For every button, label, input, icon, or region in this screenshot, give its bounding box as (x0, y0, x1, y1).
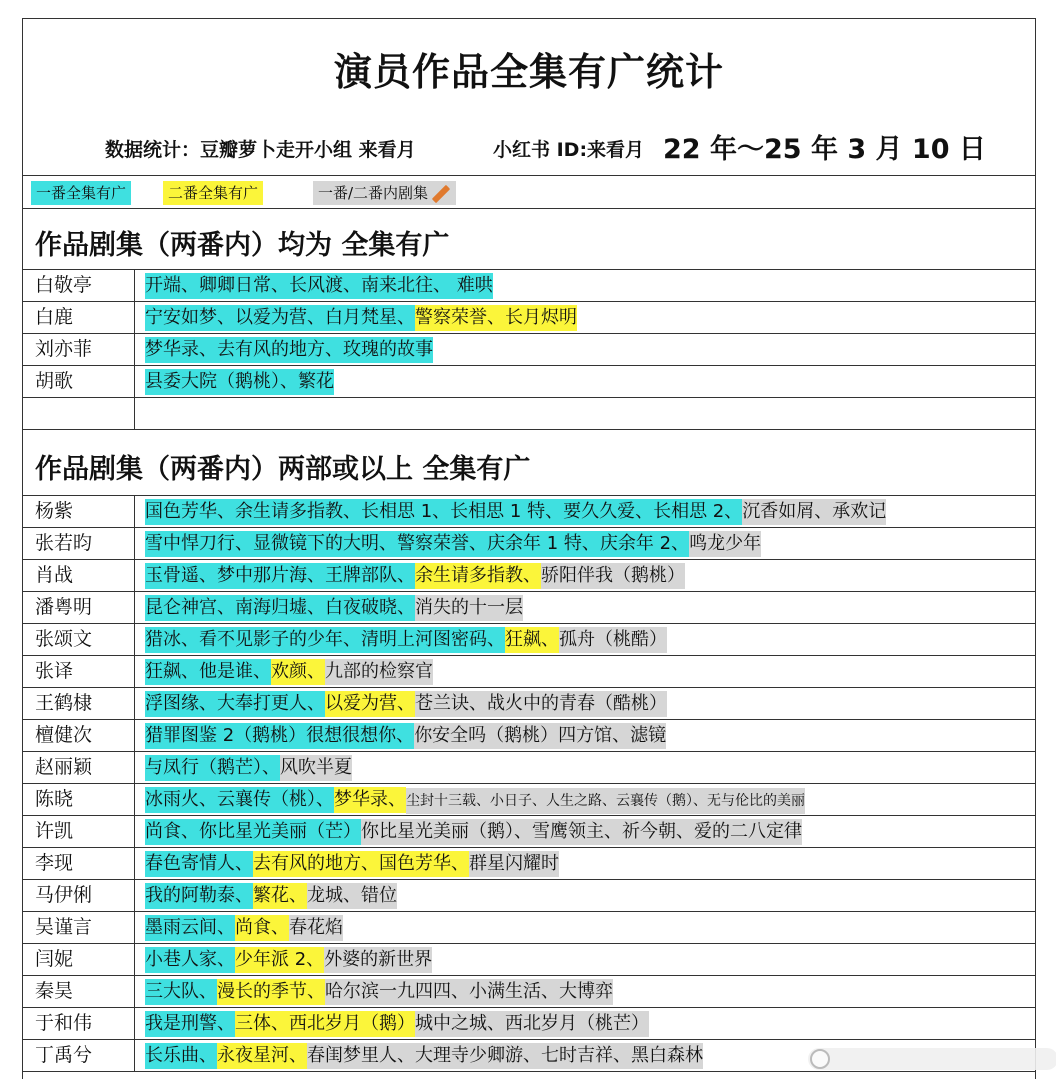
column-divider (134, 624, 135, 655)
column-divider (134, 1008, 135, 1039)
works-cell (145, 273, 493, 299)
work-segment-yellow: 少年派 2、 (235, 947, 324, 973)
table-row (23, 975, 1035, 1007)
work-segment-yellow: 漫长的季节、 (217, 979, 325, 1005)
work-segment-cyan: 长乐曲、 (145, 1043, 217, 1069)
actor-name: 陈晓 (35, 788, 74, 810)
work-segment-gray: 群星闪耀时 (469, 851, 559, 877)
actor-name: 肖战 (35, 564, 74, 586)
works-cell (145, 979, 613, 1005)
actor-name: 潘粤明 (35, 596, 93, 618)
table-row (23, 687, 1035, 719)
date-range: 22 年～25 年 3 月 10 日 (663, 134, 986, 165)
work-segment-cyan: 昆仑神宫、南海归墟、白夜破晓、 (145, 595, 415, 621)
legend-cyan: 一番全集有广 (31, 181, 131, 205)
works-cell (145, 947, 432, 973)
work-segment-cyan: 宁安如梦、以爱为营、白月梵星、 (145, 305, 415, 331)
actor-name: 许凯 (35, 820, 74, 842)
legend-gray (313, 181, 456, 205)
work-segment-cyan: 县委大院（鹅桃）、繁花 (145, 369, 334, 395)
works-cell (145, 1043, 703, 1069)
work-segment-cyan: 我是刑警、 (145, 1011, 235, 1037)
work-segment-yellow: 以爱为营、 (325, 691, 415, 717)
column-divider (134, 302, 135, 333)
work-segment-gray: 哈尔滨一九四四、小满生活、大博弈 (325, 979, 613, 1005)
table-row (23, 719, 1035, 751)
works-cell (145, 915, 343, 941)
work-segment-cyan: 开端、卿卿日常、长风渡、南来北往、 难哄 (145, 273, 493, 299)
table-row (23, 783, 1035, 815)
column-divider (134, 816, 135, 847)
work-segment-cyan: 小巷人家、 (145, 947, 235, 973)
table-row (23, 1007, 1035, 1039)
work-segment-cyan: 春色寄情人、 (145, 851, 253, 877)
work-segment-gray: 沉香如屑、承欢记 (742, 499, 886, 525)
work-segment-gray: 消失的十一层 (415, 595, 523, 621)
work-segment-yellow: 去有风的地方、国色芳华、 (253, 851, 469, 877)
column-divider (134, 1040, 135, 1071)
works-cell (145, 691, 667, 717)
actor-name: 李现 (35, 852, 74, 874)
column-divider (134, 976, 135, 1007)
work-segment-gray: 风吹半夏 (280, 755, 352, 781)
table-row (23, 301, 1035, 333)
table-row (23, 269, 1035, 301)
work-segment-cyan: 我的阿勒泰、 (145, 883, 253, 909)
column-divider (134, 752, 135, 783)
works-cell (145, 531, 761, 557)
table-row (23, 911, 1035, 943)
table-row (23, 591, 1035, 623)
stat-source: 数据统计：豆瓣萝卜走开小组 来看月 (105, 139, 416, 161)
work-segment-gray: 九部的检察官 (325, 659, 433, 685)
document-sheet (22, 18, 1036, 1079)
legend (23, 177, 1035, 209)
column-divider (134, 334, 135, 365)
actor-name: 于和伟 (35, 1012, 93, 1034)
table-row (23, 527, 1035, 559)
work-segment-gray: 外婆的新世界 (324, 947, 432, 973)
work-segment-cyan: 玉骨遥、梦中那片海、王牌部队、 (145, 563, 415, 589)
works-cell (145, 305, 577, 331)
works-cell (145, 883, 397, 909)
work-segment-cyan: 国色芳华、余生请多指教、长相思 1、长相思 1 特、要久久爱、长相思 2、 (145, 499, 742, 525)
table-row (23, 333, 1035, 365)
actor-name: 马伊俐 (35, 884, 93, 906)
table-row (23, 623, 1035, 655)
column-divider (134, 944, 135, 975)
work-segment-cyan: 冰雨火、云襄传（桃）、 (145, 787, 334, 813)
work-segment-cyan: 浮图缘、大奉打更人、 (145, 691, 325, 717)
works-cell (145, 369, 334, 395)
work-segment-yellow: 永夜星河、 (217, 1043, 307, 1069)
actor-name: 刘亦菲 (35, 338, 93, 360)
actor-name: 白敬亭 (35, 274, 93, 296)
work-segment-yellow: 梦华录、 (334, 787, 406, 813)
actor-name: 吴谨言 (35, 916, 93, 938)
actor-name: 张颂文 (35, 628, 93, 650)
actor-name: 白鹿 (35, 306, 74, 328)
work-segment-gray: 你比星光美丽（鹅）、雪鹰领主、祈今朝、爱的二八定律 (361, 819, 802, 845)
actor-name: 张若昀 (35, 532, 93, 554)
table-row (23, 495, 1035, 527)
actor-name: 赵丽颖 (35, 756, 93, 778)
table-row (23, 751, 1035, 783)
watermark-logo-icon (810, 1049, 830, 1069)
work-segment-gray: 尘封十三载、小日子、人生之路、云襄传（鹅）、无与伦比的美丽 (406, 788, 805, 814)
actor-name: 胡歌 (35, 370, 74, 392)
column-divider (134, 496, 135, 527)
divider (23, 1071, 1035, 1072)
column-divider (134, 528, 135, 559)
xhs-id: 小红书 ID:来看月 (493, 139, 645, 161)
works-cell (145, 627, 667, 653)
table-row (23, 559, 1035, 591)
work-segment-yellow: 繁花、 (253, 883, 307, 909)
work-segment-yellow: 警察荣誉、长月烬明 (415, 305, 577, 331)
works-cell (145, 755, 352, 781)
work-segment-cyan: 梦华录、去有风的地方、玫瑰的故事 (145, 337, 433, 363)
column-divider (134, 560, 135, 591)
table-row (23, 815, 1035, 847)
actor-name: 檀健次 (35, 724, 93, 746)
works-cell (145, 595, 523, 621)
works-cell (145, 723, 666, 749)
column-divider (134, 784, 135, 815)
table-row (23, 943, 1035, 975)
divider (23, 208, 1035, 209)
divider (23, 175, 1035, 176)
column-divider (134, 398, 135, 429)
work-segment-gray: 苍兰诀、战火中的青春（酷桃） (415, 691, 667, 717)
page-title: 演员作品全集有广统计 (333, 50, 724, 94)
work-segment-gray: 孤舟（桃酷） (559, 627, 667, 653)
pencil-icon (432, 184, 450, 202)
table-row (23, 397, 1035, 429)
work-segment-cyan: 狂飙、他是谁、 (145, 659, 271, 685)
work-segment-cyan: 尚食、你比星光美丽（芒） (145, 819, 361, 845)
works-cell (145, 499, 886, 525)
work-segment-yellow: 余生请多指教、 (415, 563, 541, 589)
table-row (23, 879, 1035, 911)
actor-name: 王鹤棣 (35, 692, 93, 714)
work-segment-gray: 城中之城、西北岁月（桃芒） (415, 1011, 649, 1037)
column-divider (134, 366, 135, 397)
works-cell (145, 819, 802, 845)
actor-name: 闫妮 (35, 948, 74, 970)
actor-name: 张译 (35, 660, 74, 682)
work-segment-gray: 龙城、错位 (307, 883, 397, 909)
work-segment-yellow: 三体、西北岁月（鹅） (235, 1011, 415, 1037)
column-divider (134, 688, 135, 719)
work-segment-gray: 春花焰 (289, 915, 343, 941)
work-segment-yellow: 狂飙、 (505, 627, 559, 653)
works-cell (145, 563, 685, 589)
watermark (808, 1048, 1056, 1070)
works-cell (145, 337, 433, 363)
column-divider (134, 848, 135, 879)
actor-name: 丁禹兮 (35, 1044, 93, 1066)
work-segment-gray: 鸣龙少年 (689, 531, 761, 557)
table-row (23, 655, 1035, 687)
work-segment-cyan: 雪中悍刀行、显微镜下的大明、警察荣誉、庆余年 1 特、庆余年 2、 (145, 531, 689, 557)
column-divider (134, 270, 135, 301)
works-cell (145, 659, 433, 685)
work-segment-gray: 春闺梦里人、大理寺少卿游、七时吉祥、黑白森林 (307, 1043, 703, 1069)
table-row (23, 365, 1035, 397)
actor-name: 秦昊 (35, 980, 74, 1002)
work-segment-cyan: 与凤行（鹅芒）、 (145, 755, 280, 781)
section-title-all-ads: 作品剧集（两番内）均为 全集有广 (35, 230, 450, 261)
works-cell (145, 851, 559, 877)
legend-yellow: 二番全集有广 (163, 181, 263, 205)
section-title-two-or-more: 作品剧集（两番内）两部或以上 全集有广 (35, 454, 531, 485)
table-row (23, 847, 1035, 879)
works-cell (145, 787, 805, 813)
column-divider (134, 880, 135, 911)
actor-name (35, 398, 135, 429)
divider (23, 429, 1035, 430)
work-segment-cyan: 猎冰、看不见影子的少年、清明上河图密码、 (145, 627, 505, 653)
column-divider (134, 912, 135, 943)
column-divider (134, 592, 135, 623)
actor-name: 杨紫 (35, 500, 74, 522)
legend-gray-label: 一番/二番内剧集 (318, 184, 429, 202)
work-segment-yellow: 尚食、 (235, 915, 289, 941)
column-divider (134, 720, 135, 751)
work-segment-cyan: 三大队、 (145, 979, 217, 1005)
work-segment-gray: 骄阳伴我（鹅桃） (541, 563, 685, 589)
work-segment-cyan: 墨雨云间、 (145, 915, 235, 941)
works-cell (145, 1011, 649, 1037)
work-segment-gray: 你安全吗（鹅桃）四方馆、滤镜 (414, 723, 666, 749)
work-segment-yellow: 欢颜、 (271, 659, 325, 685)
column-divider (134, 656, 135, 687)
work-segment-cyan: 猎罪图鉴 2（鹅桃）很想很想你、 (145, 723, 414, 749)
